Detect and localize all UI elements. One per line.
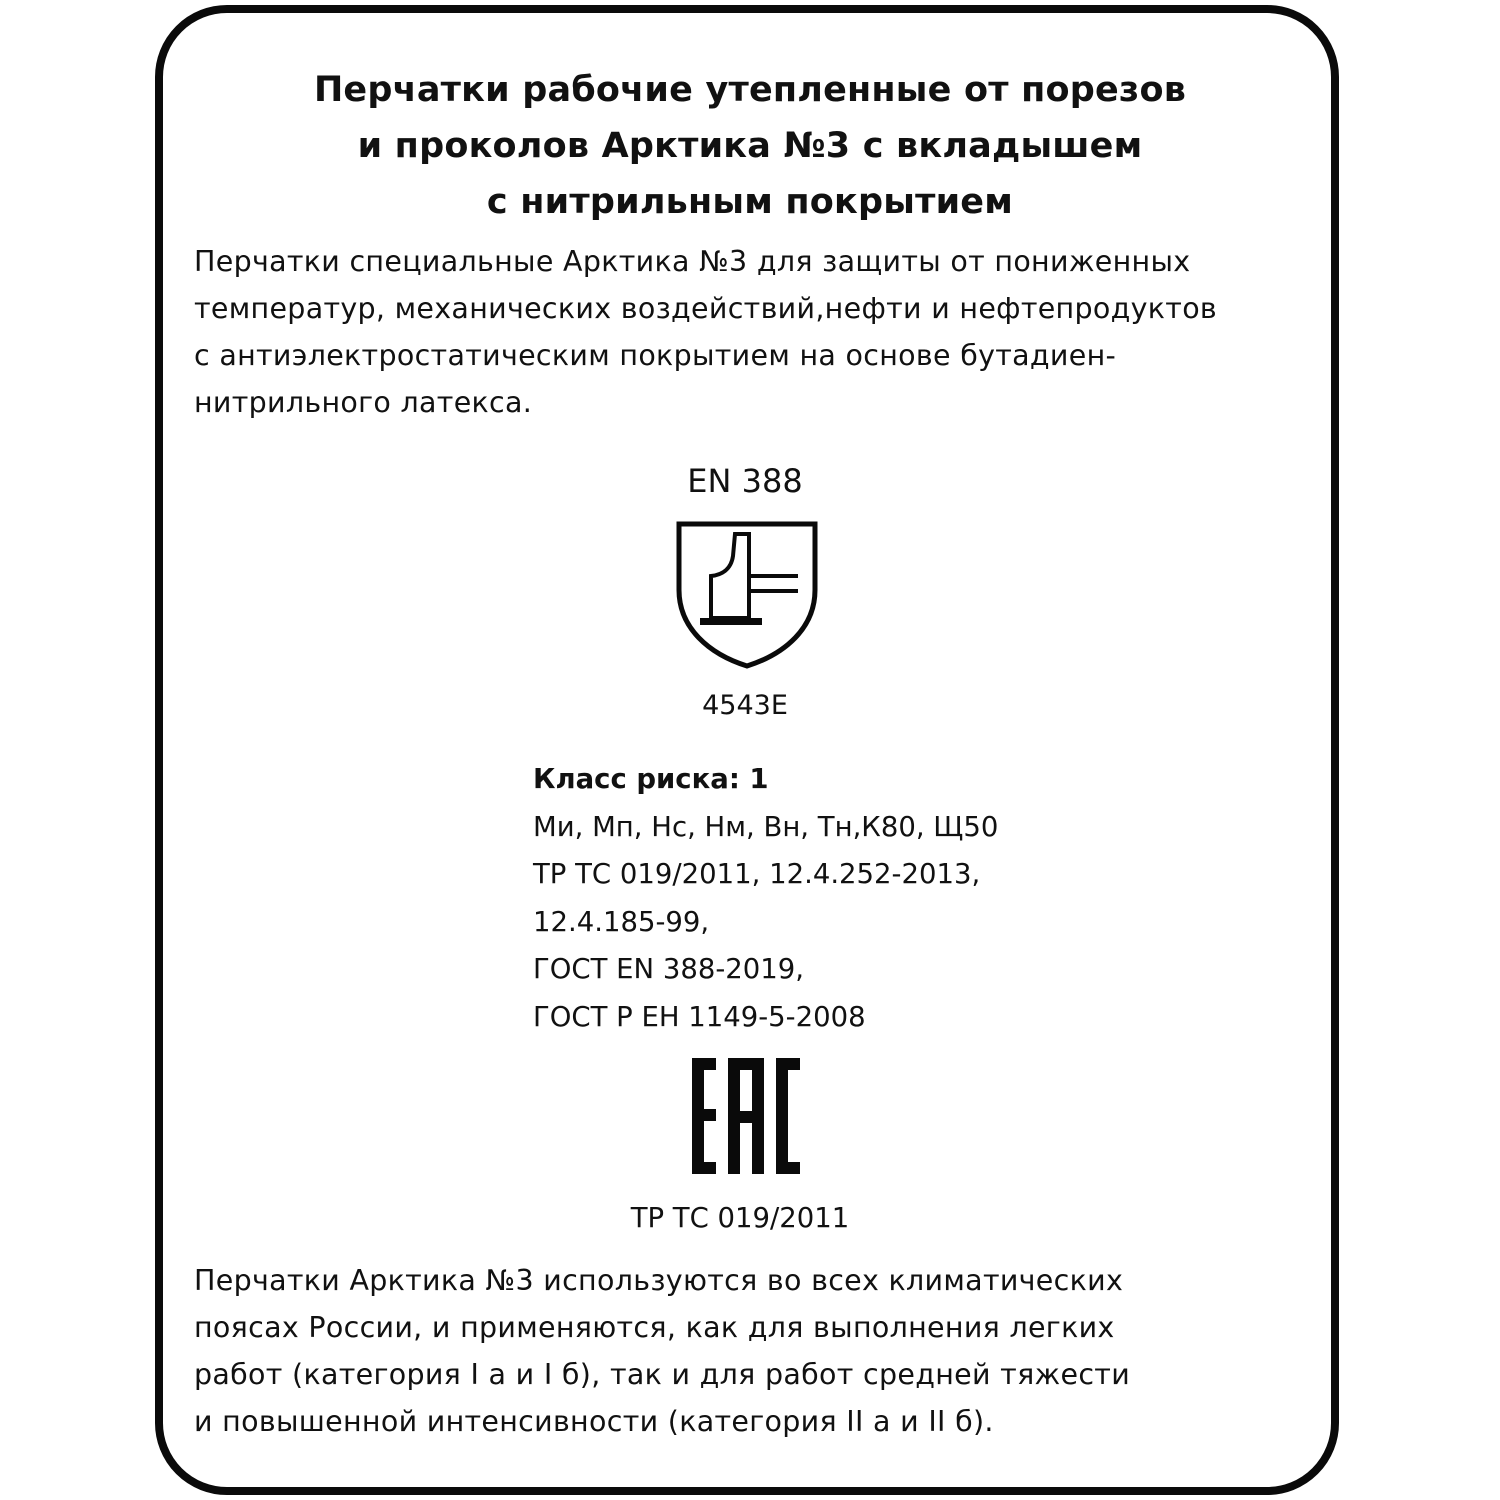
title-line: Перчатки рабочие утепленные от порезов	[313, 70, 1187, 110]
intro-line: с антиэлектростатическим покрытием на основе бутадиен-	[194, 339, 1117, 372]
eac-regulation-label: ТР ТС 019/2011	[630, 1202, 850, 1234]
intro-line: нитрильного латекса.	[194, 386, 533, 419]
spec-line: ТР ТС 019/2011, 12.4.252-2013,	[533, 858, 981, 890]
spec-line: Ми, Мп, Нс, Нм, Вн, Тн,К80, Щ50	[533, 810, 999, 843]
title-line: с нитрильным покрытием	[486, 182, 1014, 222]
en388-performance-code: 4543E	[702, 690, 788, 721]
intro-description	[194, 238, 1314, 426]
product-title	[0, 62, 1500, 230]
usage-line: поясах России, и применяются, как для выполнения легких	[194, 1311, 1115, 1344]
eac-mark-icon	[690, 1056, 802, 1176]
en388-hammer-shield-icon	[675, 520, 819, 670]
spec-line: ГОСТ Р ЕН 1149-5-2008	[533, 1000, 866, 1033]
risk-class: Класс риска: 1	[533, 763, 769, 795]
usage-line: и повышенной интенсивности (категория II а и II б).	[194, 1405, 994, 1438]
spec-line: 12.4.185-99,	[533, 905, 710, 938]
usage-line: работ (категория I а и I б), так и для работ средней тяжести	[194, 1358, 1131, 1391]
en388-label: EN 388	[687, 462, 803, 500]
specifications-block	[533, 756, 998, 1041]
spec-line: ГОСТ EN 388-2019,	[533, 953, 804, 985]
usage-description	[194, 1257, 1314, 1445]
title-line: и проколов Арктика №3 с вкладышем	[357, 126, 1143, 166]
intro-line: температур, механических воздействий,нефти и нефтепродуктов	[194, 292, 1218, 325]
intro-line: Перчатки специальные Арктика №3 для защиты от пониженных	[194, 245, 1191, 278]
usage-line: Перчатки Арктика №3 используются во всех климатических	[194, 1264, 1124, 1297]
